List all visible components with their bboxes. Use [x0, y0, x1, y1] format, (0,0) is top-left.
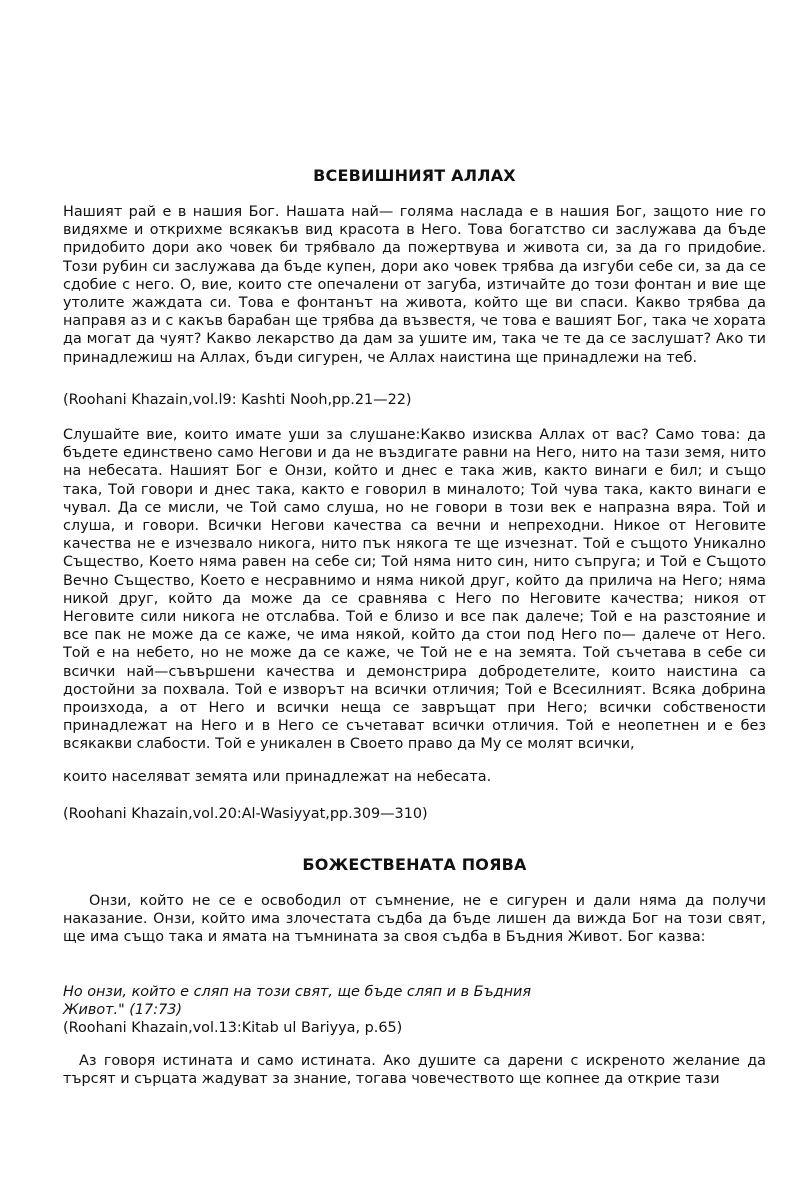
- reference: (Roohani Khazain,vol.l9: Kashti Nooh,pp.21—22): [63, 392, 412, 408]
- paragraph: Нашият рай е в нашия Бог. Нашата най— голяма наслада е в нашия Бог, защото ние го видяхме и открихме всякакъв вид красота в Него. Това богатство си заслужава да бъде придобито дори ако човек би трябвало да пожертвува и живота си, за да го придобие. Този рубин си заслужава да бъде купен, дори ако човек трябва да изгуби себе си, за да се сдобие с него. О, вие, които сте опечалени от загуба, изтичайте до този фонтан и вие ще утолите жаждата си. Това е фонтанът на живота, който ще ви спаси. Какво трябва да направя аз и с какъв барабан ще трябва да възвестя, че това е вашият Бог, така че хората да могат да чуят? Какво лекарство да дам за ушите им, така че те да се заслушат? Ако ти принадлежиш на Аллах, бъди сигурен, че Аллах наистина ще принадлежи на теб.: [63, 204, 766, 366]
- quotation-line: Живот." (17:73): [63, 1002, 182, 1019]
- reference: (Roohani Khazain,vol.20:Al-Wasiyyat,pp.309—310): [63, 806, 428, 822]
- document-page: [63, 0, 766, 1200]
- paragraph: Слушайте вие, които имате уши за слушане:Какво изисква Аллах от вас? Само това: да бъдете единствено само Негови и да не въздигате равни на Него, нито на тази земя, нито на небесата. Нашият Бог е Онзи, който и днес е така жив, както винаги е бил; и също така, Той говори и днес така, както е говорил в миналото; Той чува така, както винаги е чувал. Да се мисли, че Той само слуша, но не говори в този век е напразна вяра. Той и слуша, и говори. Всички Негови качества са вечни и непреходни. Никое от Неговите качества не е изчезвало никога, нито пък някога те ще изчезнат. Той е същото Уникално Същество, Което няма равен на себе си; Той няма нито син, нито съпруга; и Той е Същото Вечно Същество, Което е несравнимо и няма никой друг, който да прилича на Него; няма никой друг, който да може да се сравнява с Него по Неговите качества; никоя от Неговите сили никога не отслабва. Той е близо и все пак далече; Той е на разстояние и все пак не може да се каже, че има някой, който да стои под Него по— далече от Него. Той е на небето, но не може да се каже, че Той не е на земята. Той съчетава в себе си всички най—съвършени качества и демонстрира добродетелите, които наистина са достойни за похвала. Той е изворът на всички отличия; Той е Всесилният. Всяка добрина произхода, а от Него и всички неща се завръщат при Него; всички собствености принадлежат на Него и в Него се съчетават всички отличия. Той е неопетнен и е без всякакви слабости. Той е уникален в Своето право да Му се молят всички,: [63, 427, 766, 753]
- reference: (Roohani Khazain,vol.13:Kitab ul Bariyya, p.65): [63, 1020, 403, 1037]
- paragraph: Аз говоря истината и само истината. Ако душите са дарени с искреното желание да търсят и сърцата жадуват за знание, тогава човечеството ще копнее да открие тази: [63, 1053, 766, 1088]
- section-title: ВСЕВИШНИЯТ АЛЛАХ: [313, 166, 516, 185]
- section-title: БОЖЕСТВЕНАТА ПОЯВА: [302, 855, 527, 874]
- paragraph: които населяват земята или принадлежат на небесата.: [63, 769, 492, 785]
- quotation-block: [63, 983, 766, 1038]
- paragraph: Онзи, който не се е освободил от съмнение, не е сигурен и дали няма да получи наказание. Онзи, който има злочестата съдба да бъде лишен да вижда Бог на този свят, ще има също така и ямата на тъмнината за своя съдба в Бъдния Живот. Бог казва:: [63, 893, 766, 946]
- quotation-line: Но онзи, който е сляп на този свят, ще бъде сляп и в Бъдния: [63, 984, 532, 1000]
